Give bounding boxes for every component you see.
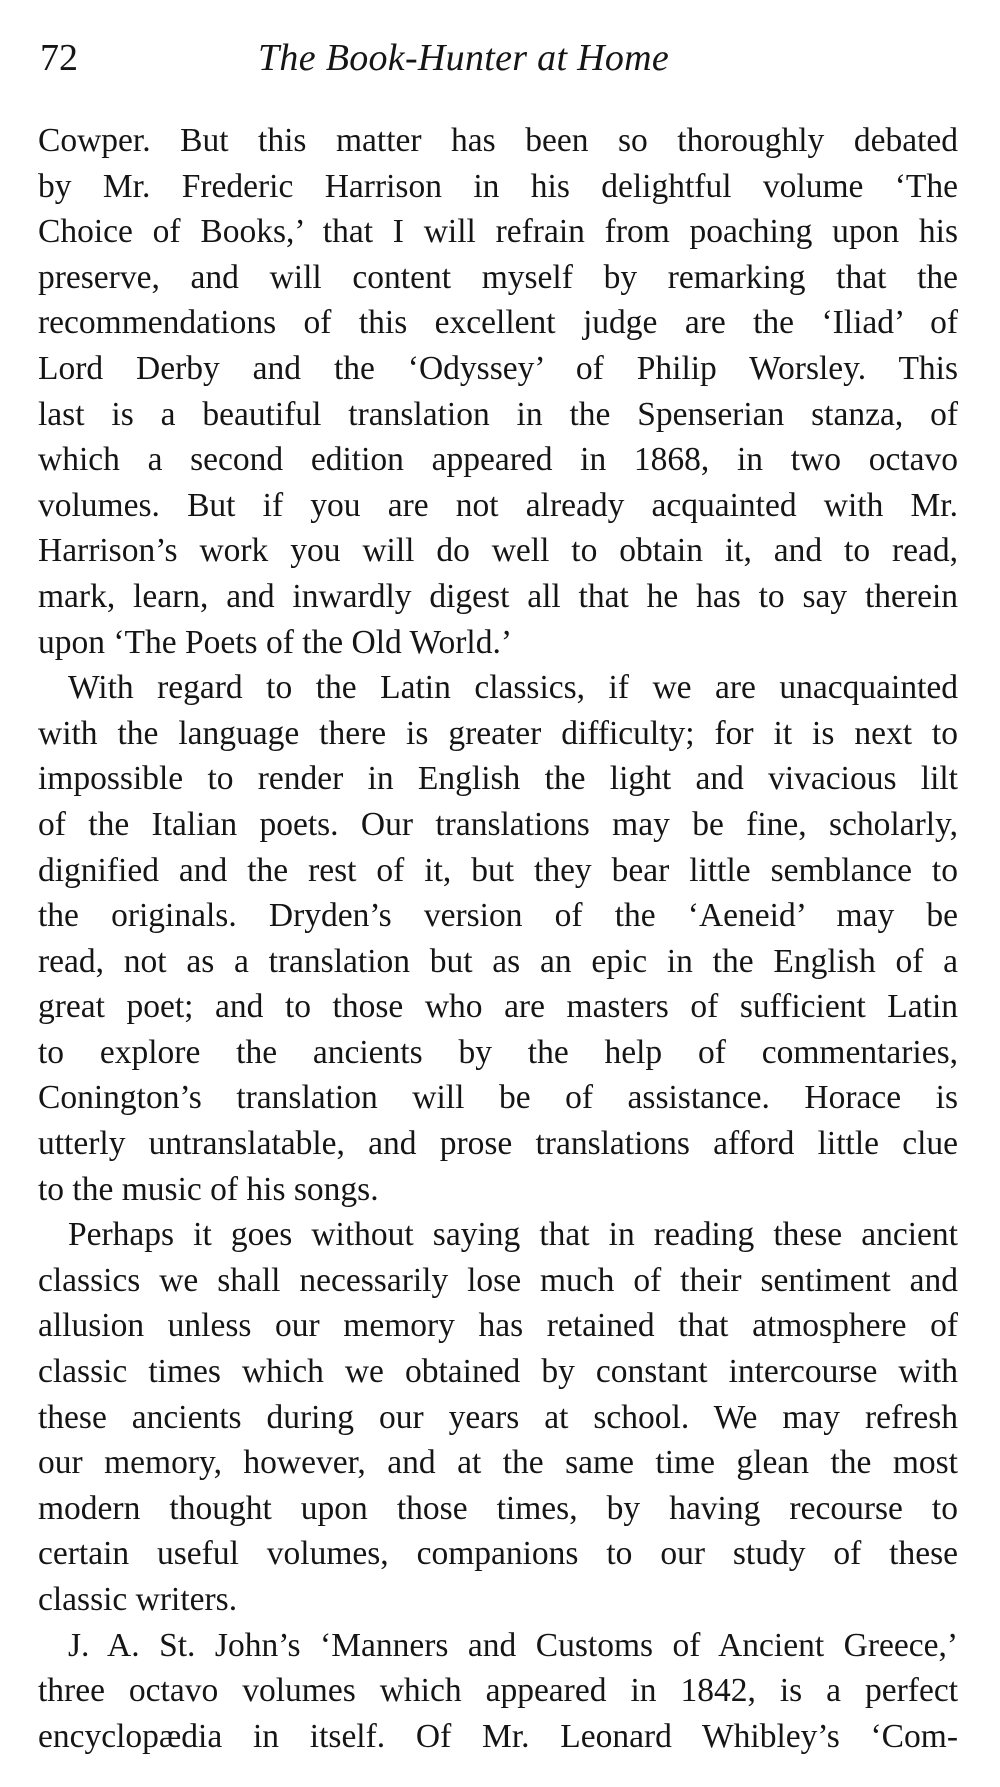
paragraph: [38, 665, 958, 1212]
text-line: mark, learn, and inwardly digest all that he has to say therein: [38, 577, 958, 615]
text-line: encyclopædia in itself. Of Mr. Leonard Whibley’s ‘Com-: [38, 1717, 958, 1755]
text-line: recommendations of this excellent judge are the ‘Iliad’ of: [38, 304, 958, 342]
text-line: last is a beautiful translation in the Spenserian stanza, of: [38, 395, 958, 433]
text-line: dignified and the rest of it, but they bear little semblance to: [38, 851, 958, 889]
paragraph: [38, 118, 958, 665]
text-line: classic writers.: [38, 1581, 238, 1618]
text-line: these ancients during our years at school. We may refresh: [38, 1398, 958, 1436]
text-line: With regard to the Latin classics, if we are unacquainted: [68, 669, 958, 707]
paragraph: [38, 1623, 958, 1760]
text-line: our memory, however, and at the same time glean the most: [38, 1444, 958, 1482]
text-line: volumes. But if you are not already acquainted with Mr.: [38, 486, 958, 524]
page-number: 72: [40, 37, 78, 79]
text-line: the originals. Dryden’s version of the ‘Aeneid’ may be: [38, 897, 958, 935]
text-line: to the music of his songs.: [38, 1170, 379, 1208]
text-line: Choice of Books,’ that I will refrain from poaching upon his: [38, 213, 958, 251]
text-line: modern thought upon those times, by having recourse to: [38, 1489, 958, 1527]
text-line: classic times which we obtained by constant intercourse with: [38, 1353, 958, 1391]
text-line: to explore the ancients by the help of commentaries,: [38, 1033, 958, 1071]
text-line: utterly untranslatable, and prose translations afford little clue: [38, 1125, 958, 1163]
text-line: Conington’s translation will be of assistance. Horace is: [38, 1079, 958, 1117]
text-line: certain useful volumes, companions to our study of these: [38, 1535, 958, 1573]
text-line: classics we shall necessarily lose much of their sentiment and: [38, 1261, 958, 1299]
text-line: impossible to render in English the light and vivacious lilt: [38, 760, 958, 798]
text-line: allusion unless our memory has retained that atmosphere of: [38, 1307, 958, 1345]
paragraph: [38, 1212, 958, 1622]
running-head: The Book-Hunter at Home: [258, 37, 670, 79]
text-line: read, not as a translation but as an epic in the English of a: [38, 942, 958, 980]
text-line: upon ‘The Poets of the Old World.’: [38, 623, 512, 661]
text-line: preserve, and will content myself by remarking that the: [38, 258, 958, 296]
body-text: [38, 118, 958, 1759]
text-line: Perhaps it goes without saying that in reading these ancient: [68, 1216, 958, 1254]
text-line: great poet; and to those who are masters of sufficient Latin: [38, 988, 958, 1026]
text-line: J. A. St. John’s ‘Manners and Customs of Ancient Greece,’: [68, 1626, 958, 1664]
text-line: with the language there is greater difficulty; for it is next to: [38, 714, 958, 752]
text-line: Lord Derby and the ‘Odyssey’ of Philip Worsley. This: [38, 349, 958, 387]
text-line: of the Italian poets. Our translations may be fine, scholarly,: [38, 805, 958, 843]
text-line: by Mr. Frederic Harrison in his delightful volume ‘The: [38, 167, 958, 205]
page-header: [0, 28, 1000, 88]
text-line: three octavo volumes which appeared in 1842, is a perfect: [38, 1672, 958, 1710]
text-line: Cowper. But this matter has been so thoroughly debated: [38, 122, 958, 159]
text-line: Harrison’s work you will do well to obtain it, and to read,: [38, 532, 958, 570]
text-line: which a second edition appeared in 1868, in two octavo: [38, 441, 958, 479]
